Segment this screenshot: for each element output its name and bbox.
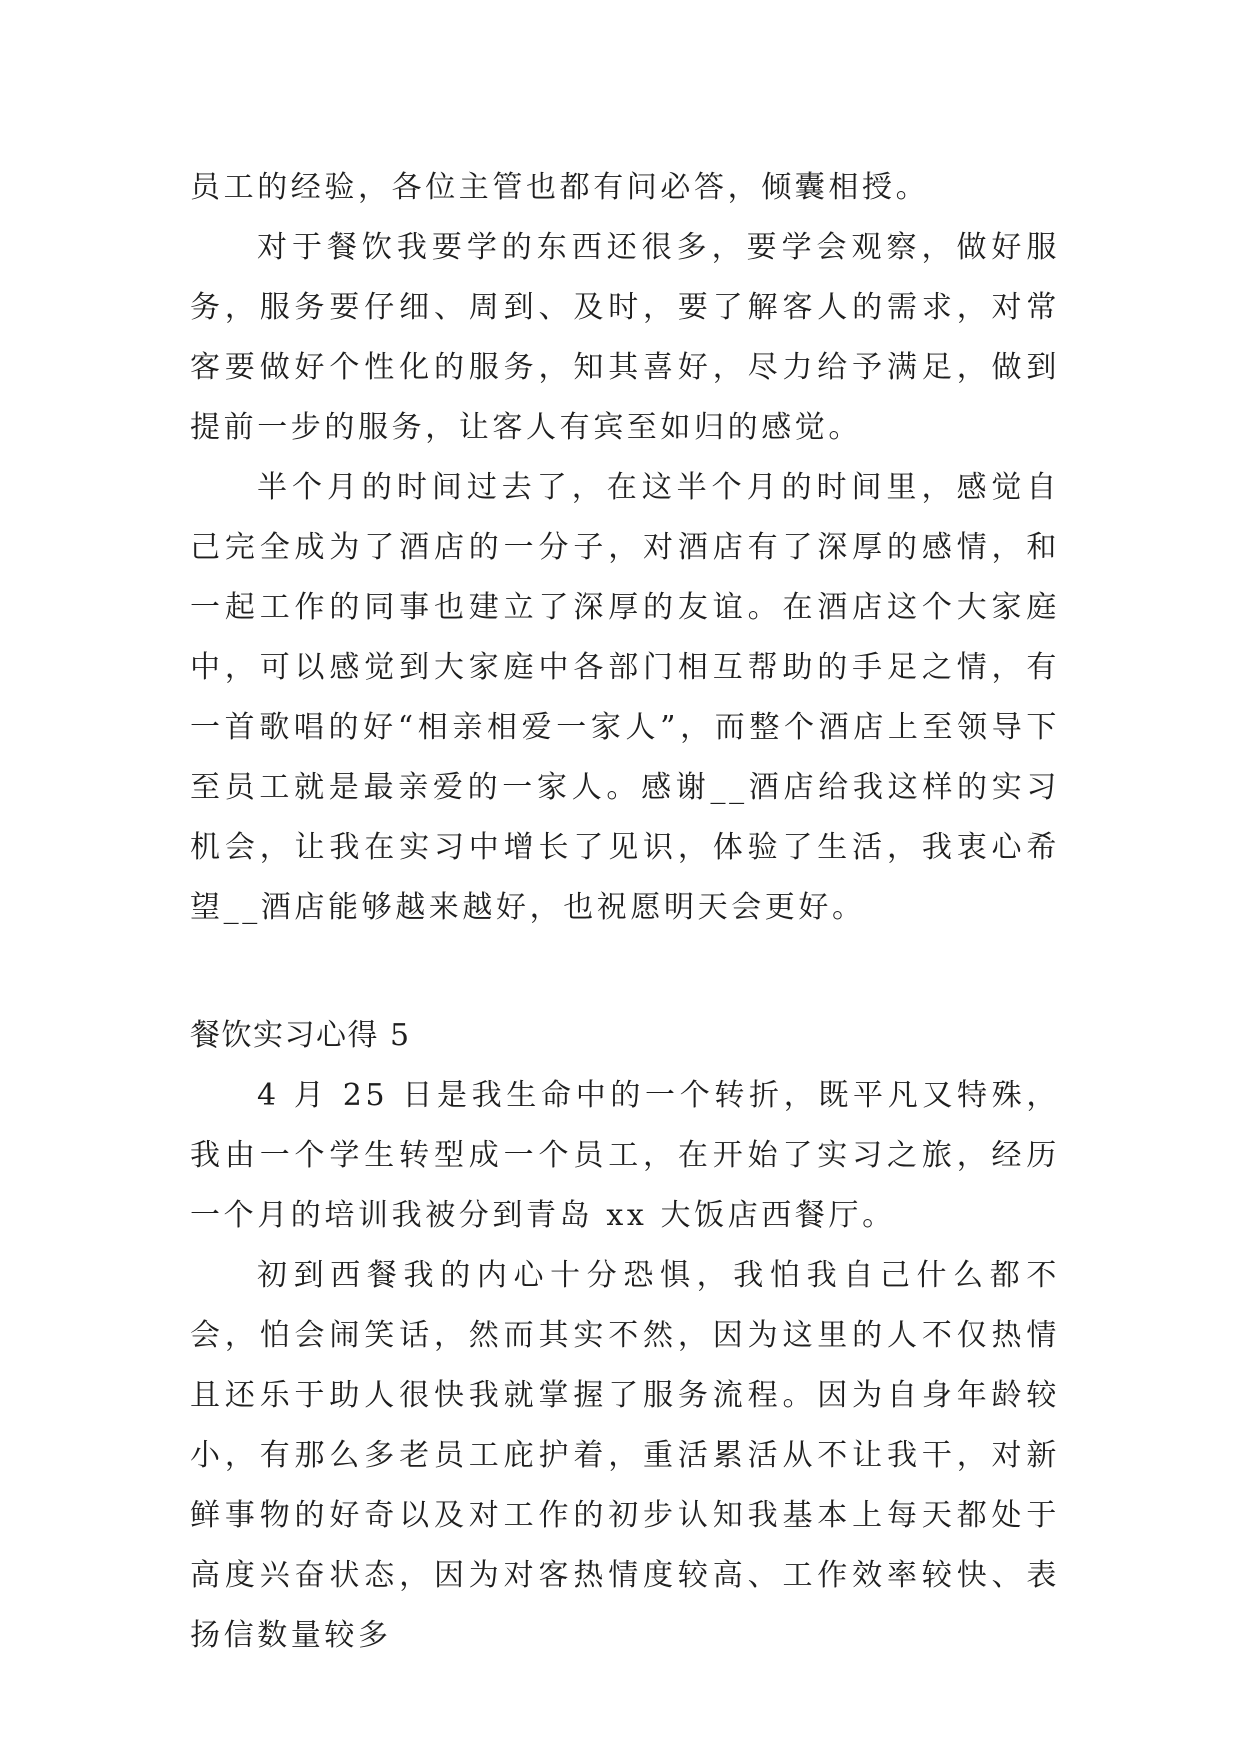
paragraph-western-restaurant: 初到西餐我的内心十分恐惧，我怕我自己什么都不会，怕会闹笑话，然而其实不然，因为这里的人不仅热情且还乐于助人很快我就掌握了服务流程。因为自身年龄较小，有那么多老员工庇护着，重活累活从不让我干，对新鲜事物的好奇以及对工作的初步认知我基本上每天都处于高度兴奋状态，因为对客热情度较高、工作效率较快、表扬信数量较多 xyxy=(190,1258,1060,1653)
paragraph-continued: 员工的经验，各位主管也都有问必答，倾囊相授。 xyxy=(190,170,930,205)
paragraph-catering-learning: 对于餐饮我要学的东西还很多，要学会观察，做好服务，服务要仔细、周到、及时，要了解客人的需求，对常客要做好个性化的服务，知其喜好，尽力给予满足，做到提前一步的服务，让客人有宾至如归的感觉。 xyxy=(190,230,1060,445)
document-body xyxy=(190,158,1060,1666)
section-heading: 餐饮实习心得 5 xyxy=(190,1018,411,1053)
paragraph-april-25: 4 月 25 日是我生命中的一个转折，既平凡又特殊，我由一个学生转型成一个员工，在开始了实习之旅，经历一个月的培训我被分到青岛 xx 大饭店西餐厅。 xyxy=(190,1078,1060,1233)
paragraph-half-month: 半个月的时间过去了，在这半个月的时间里，感觉自己完全成为了酒店的一分子，对酒店有了深厚的感情，和一起工作的同事也建立了深厚的友谊。在酒店这个大家庭中，可以感觉到大家庭中各部门相互帮助的手足之情，有一首歌唱的好“相亲相爱一家人”，而整个酒店上至领导下至员工就是最亲爱的一家人。感谢__酒店给我这样的实习机会，让我在实习中增长了见识，体验了生活，我衷心希望__酒店能够越来越好，也祝愿明天会更好。 xyxy=(190,470,1060,925)
